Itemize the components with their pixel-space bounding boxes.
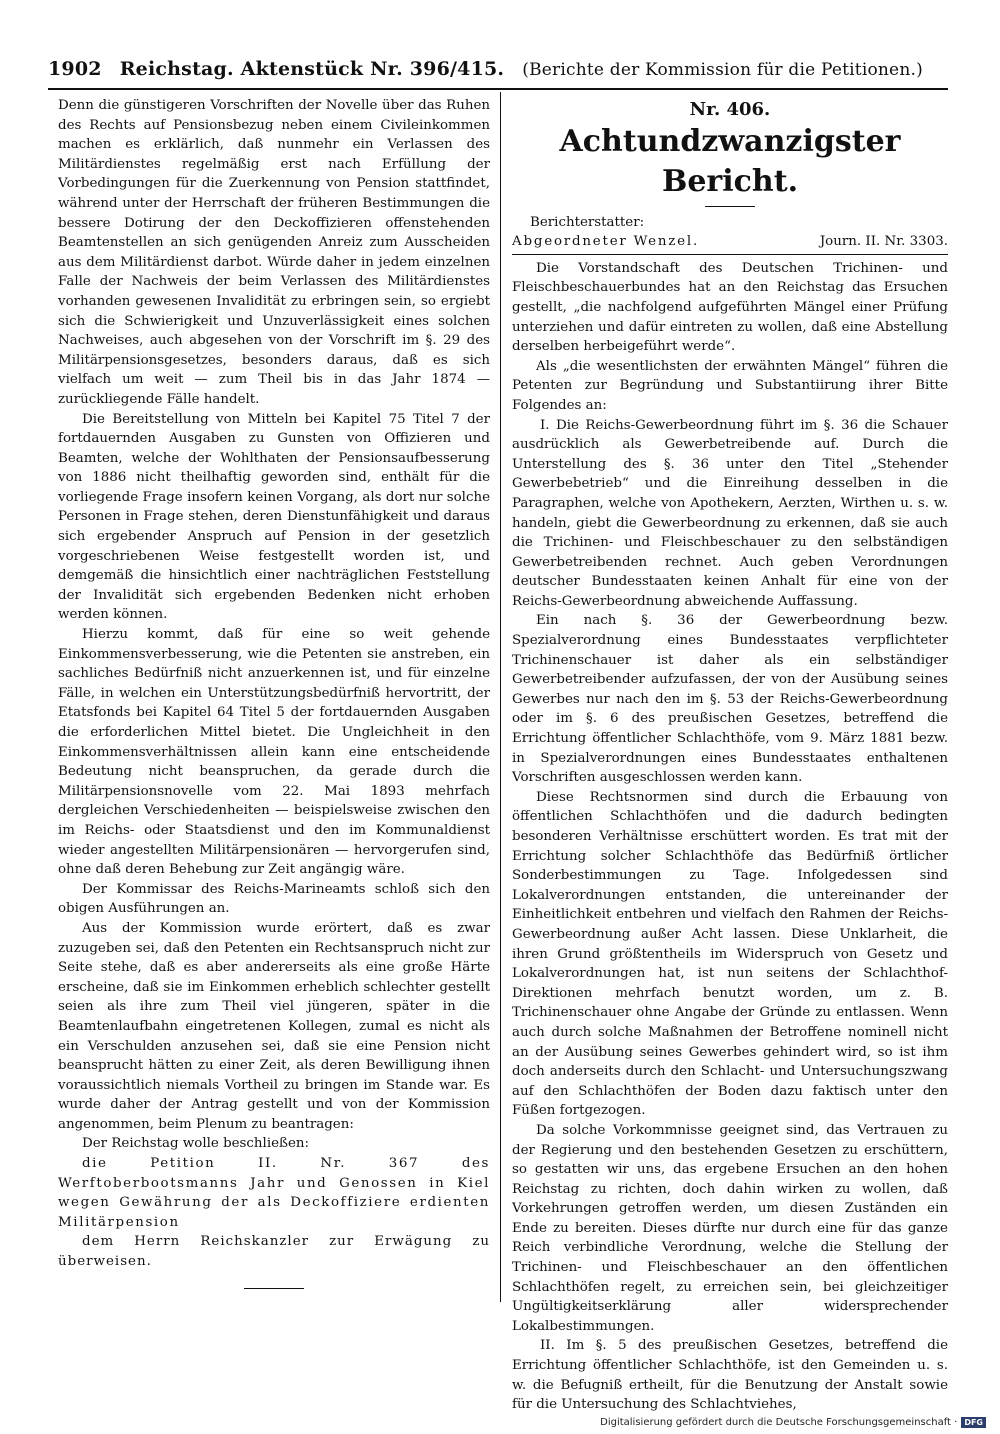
- footer-text: Digitalisierung gefördert durch die Deutsche Forschungsgemeinschaft ·: [600, 1417, 958, 1428]
- point-paragraph: Ein nach §. 36 der Gewerbeordnung bezw. Spezialverordnung eines Bundesstaates verpflichteter Trichinenschauer ist daher als ein selbständiger Gewerbetreibender aufzufassen, der von der Ausübung seines Gewerbes nur nach den im §. 53 der Reichs-Gewerbeordnung oder im §. 6 des preußischen Gesetzes, betreffend die Errichtung öffentlicher Schlachthöfe, vom 9. März 1881 bezw. in Spezialverordnungen eines Bundesstaates enthaltenen Vorschriften ausgeschlossen werden kann.: [512, 613, 948, 786]
- point-paragraph: I. Die Reichs-Gewerbeordnung führt im §. 36 die Schauer ausdrücklich als Gewerbetreibende auf. Durch die Unterstellung des §. 36 unter den Titel „Stehender Gewerbebetrieb“ und die Einreihung desselben in die Paragraphen, welche von Apothekern, Aerzten, Wirthen u. s. w. handeln, giebt die Gewerbeordnung zu erkennen, daß sie auch die Trichinen- und Fleischbeschauer zu den selbständigen Gewerbetreibenden rechnet. Auch geben Verordnungen deutscher Bundesstaaten keinen Anhalt für eine von der Reichs-Gewerbeordnung abweichende Auffassung.: [512, 417, 948, 609]
- reporter-line: [512, 232, 948, 255]
- dfg-logo: DFG: [961, 1417, 986, 1428]
- petition-decision: dem Herrn Reichskanzler zur Erwägung zu überweisen.: [58, 1234, 490, 1270]
- left-paragraph: Denn die günstigeren Vorschriften der Novelle über das Ruhen des Rechts auf Pensionsbezug neben einem Civileinkommen machen es erklärlich, daß nunmehr ein Verlassen des Militärdienstes regelmäßig erst nach Erfüllung der Vorbedingungen für die Zuerkennung von Pension stattfindet, während unter der Herrschaft der früheren Bestimmungen die bessere Dotirung der den Deckoffizieren offenstehenden Beamtenstellen an sich genügenden Anreiz zum Ausscheiden aus dem Militärdienst darbot. Würde daher in jedem einzelnen Falle der Nachweis der beim Verlassen des Militärdienstes vorhanden gewesenen Invalidität zu erbringen sein, so ergiebt sich die Schwierigkeit und Unzuverlässigkeit eines solchen Nachweises, auch abgesehen von der Vorschrift im §. 29 des Militärpensionsgesetzes, besonders daraus, daß es sich vielfach um weit — zum Theil bis in das Jahr 1874 — zurückliegende Fälle handelt.: [58, 98, 490, 407]
- page-number: 1902: [48, 58, 102, 80]
- left-paragraph: Aus der Kommission wurde erörtert, daß es zwar zuzugeben sei, daß den Petenten ein Rechtsanspruch nicht zur Seite stehe, daß es aber andererseits als eine große Härte erscheine, daß sie im Einkommen erheblich schlechter gestellt seien als ihre zum Theil viel jüngeren, später in die Beamtenlaufbahn eingetretenen Kollegen, zumal es nicht als ein Verschulden anzusehen sei, daß sie eine Pension nicht beansprucht hätten zu einer Zeit, als deren Bewilligung ihnen voraussichtlich niemals Vortheil zu bringen im Stande war. Es wurde daher der Antrag gestellt und von der Kommission angenommen, beim Plenum zu beantragen:: [58, 920, 490, 1132]
- right-column: [512, 96, 948, 1415]
- column-separator: [500, 92, 501, 1302]
- report-number: Nr. 406.: [689, 99, 771, 120]
- left-paragraph: Die Bereitstellung von Mitteln bei Kapitel 75 Titel 7 der fortdauernden Ausgaben zu Gunsten von Offizieren und Beamten, welche der Wohlthaten der Pensionsaufbesserung von 1886 nicht theilhaftig geworden sind, enthält für die vorliegende Frage insofern keinen Vorgang, als dort nur solche Personen in Frage stehen, deren Dienstunfähigkeit und daraus sich ergebender Anspruch auf Pension in der gesetzlich vorgeschriebenen Weise festgestellt worden ist, und demgemäß die hinsichtlich einer nachträglichen Feststellung der Invalidität sich ergebenden Bedenken nicht erhoben werden können.: [58, 411, 490, 623]
- left-paragraph: Hierzu kommt, daß für eine so weit gehende Einkommensverbesserung, wie die Petenten sie anstreben, ein sachliches Bedürfniß nicht anzuerkennen ist, und für einzelne Fälle, in welchen ein Unterstützungsbedürfniß hervortritt, der Etatsfonds bei Kapitel 64 Titel 5 der fortdauernden Ausgaben die erforderlichen Mittel bietet. Die Ungleichheit in den Einkommensverhältnissen allein kann eine entscheidende Bedeutung nicht beanspruchen, da gerade durch die Militärpensionsnovelle vom 22. Mai 1893 mehrfach dergleichen Verschiedenheiten — beispielsweise zwischen den im Reichs- oder Staatsdienst und den im Kommunaldienst wieder angestellten Militärpensionären — hervorgerufen sind, ohne daß deren Behebung zur Zeit angängig wäre.: [58, 627, 490, 878]
- intro-paragraph: Die Vorstandschaft des Deutschen Trichinen- und Fleischbeschauerbundes hat an den Reichstag das Ersuchen gestellt, „die nachfolgend aufgeführten Mängel einer Prüfung unterziehen und dafür eintreten zu wollen, daß eine Abstellung derselben herbeigeführt werde“.: [512, 260, 948, 355]
- header-rule: [48, 88, 948, 90]
- reporter-label: Berichterstatter:: [530, 214, 645, 230]
- report-title: Achtundzwanzigster Bericht.: [559, 123, 901, 199]
- title-rule: [705, 206, 755, 207]
- petition-text: die Petition II. Nr. 367 des Werftoberbootsmanns Jahr und Genossen in Kiel wegen Gewährung der als Deckoffiziere erdienten Militärpension: [58, 1156, 490, 1230]
- point-paragraph: II. Im §. 5 des preußischen Gesetzes, betreffend die Errichtung öffentlicher Schlachthöfe, ist den Gemeinden u. s. w. die Befugniß ertheilt, für die Benutzung der Anstalt sowie für die Untersuchung des Schlachtviehes,: [512, 1338, 948, 1413]
- left-column: [58, 96, 490, 1289]
- reporter-name: Abgeordneter Wenzel.: [512, 234, 700, 250]
- end-rule: [244, 1288, 304, 1289]
- intro-paragraph: Als „die wesentlichsten der erwähnten Mängel“ führen die Petenten zur Begründung und Substantiirung ihrer Bitte Folgendes an:: [512, 358, 948, 413]
- resolution-heading: Der Reichstag wolle beschließen:: [82, 1136, 310, 1152]
- page-subtitle: (Berichte der Kommission für die Petitionen.): [522, 60, 923, 80]
- point-paragraph: Diese Rechtsnormen sind durch die Erbauung von öffentlichen Schlachthöfen und die dadurch bedingten besonderen Verhältnisse erschüttert worden. Es trat mit der Errichtung solcher Schlachthöfe das Bedürfniß örtlicher Sonderbestimmungen zu Tage. Infolgedessen sind Lokalverordnungen entstanden, die untereinander der Einheitlichkeit entbehren und vielfach den Rahmen der Reichs-Gewerbeordnung außer Acht lassen. Diese Unklarheit, die ihren Grund größtentheils im Widerspruch von Gesetz und Lokalverordnungen hat, ist nun seitens der Schlachthof-Direktionen mehrfach benutzt worden, um z. B. Trichinenschauer ohne Angabe der Gründe zu entlassen. Wenn auch durch solche Maßnahmen der Betroffene nominell nicht an der Ausübung seines Gewerbes gehindert wird, so ist ihm doch anderseits durch den Schlacht- und Untersuchungszwang auf den Schlachthöfen der Boden dazu faktisch unter den Füßen fortgezogen.: [512, 789, 948, 1119]
- left-paragraph: Der Kommissar des Reichs-Marineamts schloß sich den obigen Ausführungen an.: [58, 881, 490, 917]
- point-paragraph: Da solche Vorkommnisse geeignet sind, das Vertrauen zu der Regierung und den bestehenden Gesetzen zu erschüttern, so gestatten wir uns, das ergebene Ersuchen an den hohen Reichstag zu richten, doch dahin wirken zu wollen, daß Vorkehrungen getroffen werden, um diesen Zuständen ein Ende zu bereiten. Dieses dürfte nur durch eine für das ganze Reich verbindliche Verordnung, welche die Stellung der Trichinen- und Fleischbeschauer an den öffentlichen Schlachthöfen regelt, zu erreichen sein, bei gleichzeitiger Ungültigkeitserklärung aller widersprechender Lokalbestimmungen.: [512, 1122, 948, 1334]
- page-title: Reichstag. Aktenstück Nr. 396/415.: [119, 58, 505, 80]
- page-header: [48, 58, 948, 88]
- footer-credit: [600, 1417, 986, 1428]
- journal-number: Journ. II. Nr. 3303.: [819, 234, 948, 250]
